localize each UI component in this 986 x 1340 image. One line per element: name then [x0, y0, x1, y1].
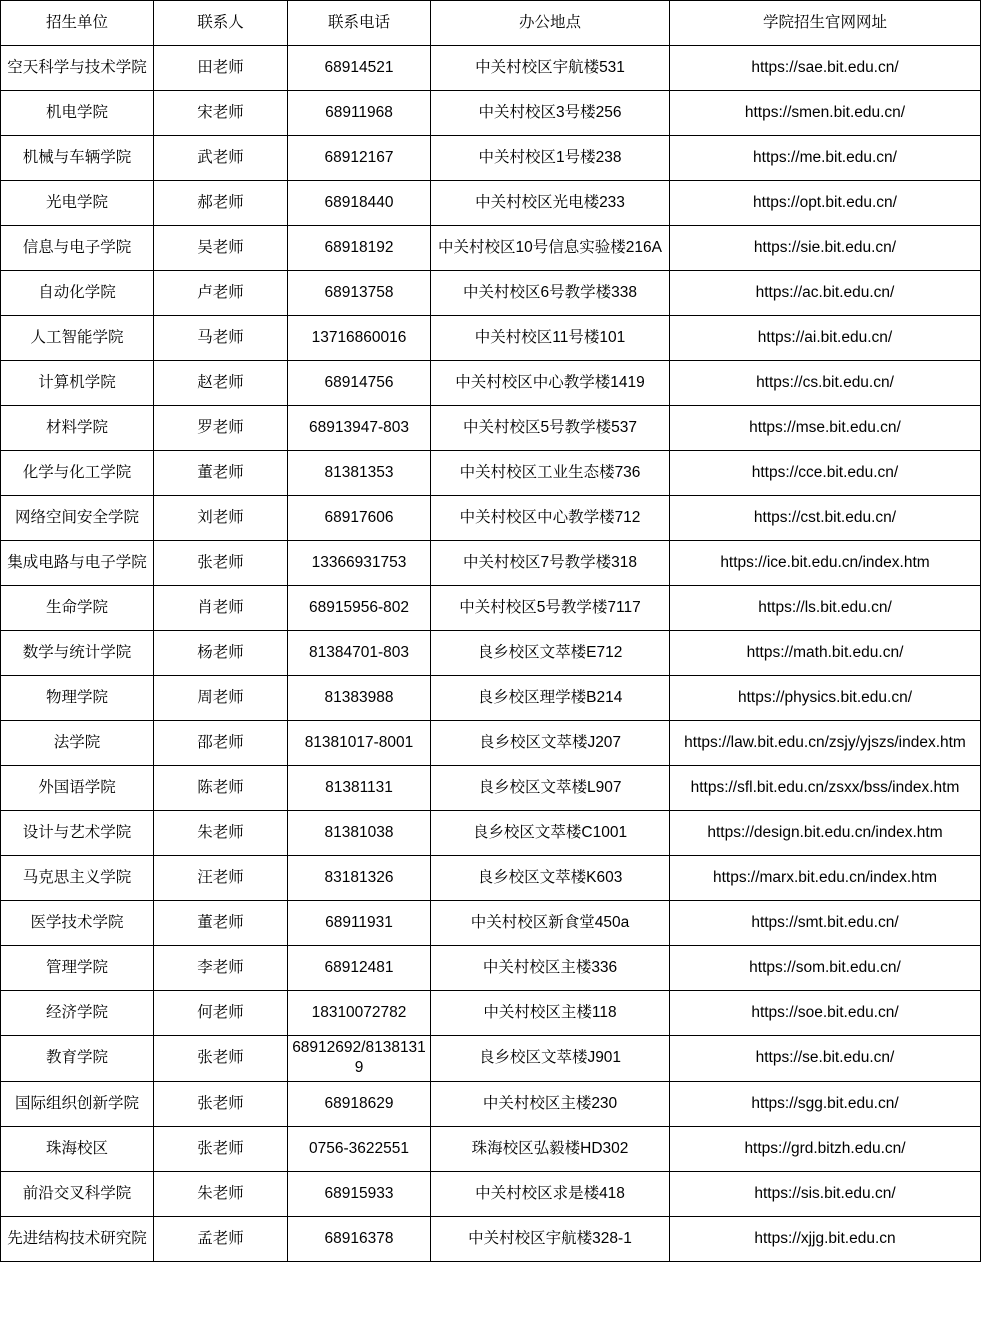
cell-office: 中关村校区6号教学楼338 — [431, 271, 670, 316]
cell-url[interactable]: https://me.bit.edu.cn/ — [670, 136, 981, 181]
cell-office: 中关村校区1号楼238 — [431, 136, 670, 181]
cell-office: 中关村校区宇航楼531 — [431, 46, 670, 91]
cell-phone: 68918629 — [288, 1081, 431, 1126]
cell-person: 邵老师 — [154, 721, 288, 766]
cell-office: 中关村校区主楼118 — [431, 991, 670, 1036]
cell-unit: 珠海校区 — [1, 1126, 154, 1171]
table-row — [1, 811, 981, 856]
cell-url[interactable]: https://opt.bit.edu.cn/ — [670, 181, 981, 226]
header-row — [1, 1, 981, 46]
cell-unit: 法学院 — [1, 721, 154, 766]
cell-url[interactable]: https://se.bit.edu.cn/ — [670, 1036, 981, 1082]
cell-url[interactable]: https://xjjg.bit.edu.cn — [670, 1216, 981, 1261]
cell-unit: 机械与车辆学院 — [1, 136, 154, 181]
table-row — [1, 1171, 981, 1216]
cell-person: 肖老师 — [154, 586, 288, 631]
cell-office: 中关村校区5号教学楼537 — [431, 406, 670, 451]
cell-office: 中关村校区主楼230 — [431, 1081, 670, 1126]
cell-person: 朱老师 — [154, 811, 288, 856]
cell-person: 赵老师 — [154, 361, 288, 406]
table-row — [1, 136, 981, 181]
cell-phone: 13716860016 — [288, 316, 431, 361]
cell-phone: 68915933 — [288, 1171, 431, 1216]
table-row — [1, 226, 981, 271]
cell-url[interactable]: https://soe.bit.edu.cn/ — [670, 991, 981, 1036]
cell-person: 张老师 — [154, 541, 288, 586]
table-row — [1, 361, 981, 406]
cell-office: 中关村校区新食堂450a — [431, 901, 670, 946]
cell-phone: 68915956-802 — [288, 586, 431, 631]
cell-office: 中关村校区5号教学楼7117 — [431, 586, 670, 631]
cell-unit: 教育学院 — [1, 1036, 154, 1082]
cell-phone: 83181326 — [288, 856, 431, 901]
table-row — [1, 946, 981, 991]
cell-office: 良乡校区文萃楼J901 — [431, 1036, 670, 1082]
cell-person: 张老师 — [154, 1081, 288, 1126]
cell-phone: 81383988 — [288, 676, 431, 721]
cell-person: 田老师 — [154, 46, 288, 91]
cell-phone: 81381038 — [288, 811, 431, 856]
table-row — [1, 46, 981, 91]
cell-phone: 68911968 — [288, 91, 431, 136]
cell-unit: 光电学院 — [1, 181, 154, 226]
cell-person: 刘老师 — [154, 496, 288, 541]
cell-url[interactable]: https://som.bit.edu.cn/ — [670, 946, 981, 991]
cell-url[interactable]: https://smen.bit.edu.cn/ — [670, 91, 981, 136]
cell-phone: 68913758 — [288, 271, 431, 316]
table-row — [1, 406, 981, 451]
cell-phone: 68913947-803 — [288, 406, 431, 451]
cell-phone: 68914521 — [288, 46, 431, 91]
cell-unit: 外国语学院 — [1, 766, 154, 811]
cell-unit: 集成电路与电子学院 — [1, 541, 154, 586]
cell-person: 郝老师 — [154, 181, 288, 226]
cell-person: 吴老师 — [154, 226, 288, 271]
table-row — [1, 496, 981, 541]
cell-phone: 13366931753 — [288, 541, 431, 586]
cell-phone: 68918192 — [288, 226, 431, 271]
cell-phone: 18310072782 — [288, 991, 431, 1036]
cell-url[interactable]: https://ls.bit.edu.cn/ — [670, 586, 981, 631]
cell-office: 中关村校区11号楼101 — [431, 316, 670, 361]
table-row — [1, 271, 981, 316]
cell-person: 张老师 — [154, 1036, 288, 1082]
cell-unit: 物理学院 — [1, 676, 154, 721]
cell-person: 张老师 — [154, 1126, 288, 1171]
cell-unit: 网络空间安全学院 — [1, 496, 154, 541]
cell-unit: 自动化学院 — [1, 271, 154, 316]
cell-unit: 化学与化工学院 — [1, 451, 154, 496]
cell-url[interactable]: https://sgg.bit.edu.cn/ — [670, 1081, 981, 1126]
cell-url[interactable]: https://math.bit.edu.cn/ — [670, 631, 981, 676]
cell-office: 良乡校区文萃楼C1001 — [431, 811, 670, 856]
cell-unit: 数学与统计学院 — [1, 631, 154, 676]
table-header — [1, 1, 981, 46]
cell-unit: 马克思主义学院 — [1, 856, 154, 901]
column-header-phone: 联系电话 — [288, 1, 431, 46]
cell-person: 宋老师 — [154, 91, 288, 136]
cell-unit: 计算机学院 — [1, 361, 154, 406]
table-row — [1, 316, 981, 361]
cell-unit: 人工智能学院 — [1, 316, 154, 361]
cell-person: 卢老师 — [154, 271, 288, 316]
cell-phone: 81381353 — [288, 451, 431, 496]
cell-person: 马老师 — [154, 316, 288, 361]
cell-phone: 68912481 — [288, 946, 431, 991]
cell-unit: 材料学院 — [1, 406, 154, 451]
table-row — [1, 1126, 981, 1171]
cell-office: 珠海校区弘毅楼HD302 — [431, 1126, 670, 1171]
cell-person: 罗老师 — [154, 406, 288, 451]
cell-office: 良乡校区文萃楼L907 — [431, 766, 670, 811]
cell-person: 董老师 — [154, 901, 288, 946]
table-row — [1, 451, 981, 496]
cell-person: 汪老师 — [154, 856, 288, 901]
cell-person: 朱老师 — [154, 1171, 288, 1216]
cell-unit: 前沿交叉科学院 — [1, 1171, 154, 1216]
cell-phone: 81384701-803 — [288, 631, 431, 676]
cell-url[interactable]: https://ai.bit.edu.cn/ — [670, 316, 981, 361]
cell-person: 杨老师 — [154, 631, 288, 676]
cell-url[interactable]: https://ice.bit.edu.cn/index.htm — [670, 541, 981, 586]
cell-url[interactable]: https://sae.bit.edu.cn/ — [670, 46, 981, 91]
cell-url[interactable]: https://law.bit.edu.cn/zsjy/yjszs/index.htm — [670, 721, 981, 766]
column-header-url: 学院招生官网网址 — [670, 1, 981, 46]
cell-phone: 68912167 — [288, 136, 431, 181]
cell-url[interactable]: https://sie.bit.edu.cn/ — [670, 226, 981, 271]
cell-unit: 先进结构技术研究院 — [1, 1216, 154, 1261]
cell-unit: 机电学院 — [1, 91, 154, 136]
table-row — [1, 1216, 981, 1261]
cell-url[interactable]: https://sfl.bit.edu.cn/zsxx/bss/index.htm — [670, 766, 981, 811]
cell-unit: 国际组织创新学院 — [1, 1081, 154, 1126]
cell-office: 中关村校区光电楼233 — [431, 181, 670, 226]
cell-phone: 68916378 — [288, 1216, 431, 1261]
cell-unit: 生命学院 — [1, 586, 154, 631]
cell-office: 良乡校区文萃楼J207 — [431, 721, 670, 766]
table-row — [1, 766, 981, 811]
table-row — [1, 91, 981, 136]
cell-person: 孟老师 — [154, 1216, 288, 1261]
cell-office: 中关村校区主楼336 — [431, 946, 670, 991]
cell-url[interactable]: https://sis.bit.edu.cn/ — [670, 1171, 981, 1216]
cell-unit: 管理学院 — [1, 946, 154, 991]
column-header-office: 办公地点 — [431, 1, 670, 46]
cell-phone: 81381131 — [288, 766, 431, 811]
cell-url[interactable]: https://design.bit.edu.cn/index.htm — [670, 811, 981, 856]
cell-person: 李老师 — [154, 946, 288, 991]
cell-phone: 0756-3622551 — [288, 1126, 431, 1171]
cell-phone: 68917606 — [288, 496, 431, 541]
cell-phone: 68911931 — [288, 901, 431, 946]
cell-person: 何老师 — [154, 991, 288, 1036]
column-header-unit: 招生单位 — [1, 1, 154, 46]
table-row — [1, 991, 981, 1036]
cell-unit: 医学技术学院 — [1, 901, 154, 946]
cell-url[interactable]: https://ac.bit.edu.cn/ — [670, 271, 981, 316]
cell-office: 中关村校区宇航楼328-1 — [431, 1216, 670, 1261]
cell-office: 良乡校区文萃楼K603 — [431, 856, 670, 901]
cell-person: 董老师 — [154, 451, 288, 496]
cell-unit: 设计与艺术学院 — [1, 811, 154, 856]
cell-url[interactable]: https://grd.bitzh.edu.cn/ — [670, 1126, 981, 1171]
table-row — [1, 676, 981, 721]
cell-office: 中关村校区中心教学楼1419 — [431, 361, 670, 406]
table-row — [1, 586, 981, 631]
table-row — [1, 181, 981, 226]
cell-phone: 68912692/81381319 — [288, 1036, 431, 1082]
cell-url[interactable]: https://mse.bit.edu.cn/ — [670, 406, 981, 451]
table-row — [1, 856, 981, 901]
cell-office: 中关村校区工业生态楼736 — [431, 451, 670, 496]
table-row — [1, 721, 981, 766]
cell-url[interactable]: https://cs.bit.edu.cn/ — [670, 361, 981, 406]
table-row — [1, 901, 981, 946]
cell-url[interactable]: https://cce.bit.edu.cn/ — [670, 451, 981, 496]
cell-office: 中关村校区求是楼418 — [431, 1171, 670, 1216]
table-body — [1, 46, 981, 1262]
table-row — [1, 1081, 981, 1126]
cell-url[interactable]: https://smt.bit.edu.cn/ — [670, 901, 981, 946]
cell-url[interactable]: https://marx.bit.edu.cn/index.htm — [670, 856, 981, 901]
cell-office: 良乡校区文萃楼E712 — [431, 631, 670, 676]
cell-office: 中关村校区中心教学楼712 — [431, 496, 670, 541]
cell-person: 周老师 — [154, 676, 288, 721]
cell-phone: 68918440 — [288, 181, 431, 226]
cell-person: 陈老师 — [154, 766, 288, 811]
table-row — [1, 1036, 981, 1082]
cell-office: 良乡校区理学楼B214 — [431, 676, 670, 721]
cell-url[interactable]: https://physics.bit.edu.cn/ — [670, 676, 981, 721]
cell-person: 武老师 — [154, 136, 288, 181]
cell-office: 中关村校区10号信息实验楼216A — [431, 226, 670, 271]
cell-url[interactable]: https://cst.bit.edu.cn/ — [670, 496, 981, 541]
cell-unit: 经济学院 — [1, 991, 154, 1036]
cell-phone: 68914756 — [288, 361, 431, 406]
cell-phone: 81381017-8001 — [288, 721, 431, 766]
cell-office: 中关村校区7号教学楼318 — [431, 541, 670, 586]
table-row — [1, 541, 981, 586]
cell-office: 中关村校区3号楼256 — [431, 91, 670, 136]
cell-unit: 空天科学与技术学院 — [1, 46, 154, 91]
column-header-person: 联系人 — [154, 1, 288, 46]
cell-unit: 信息与电子学院 — [1, 226, 154, 271]
table-row — [1, 631, 981, 676]
